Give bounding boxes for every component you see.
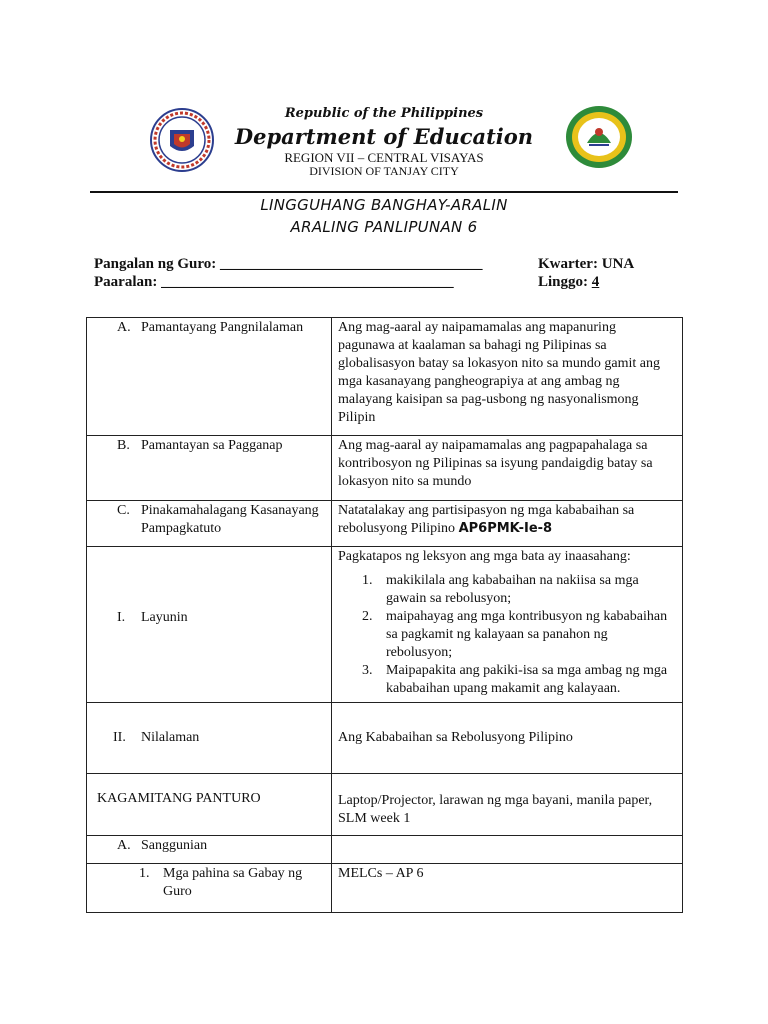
row-label-cell: [87, 318, 332, 436]
division-heading: DIVISION OF TANJAY CITY: [309, 164, 459, 178]
guide-pages-cell: [332, 864, 683, 913]
table-row: [87, 547, 683, 703]
teacher-name-line: [94, 256, 483, 273]
row-marker: B.: [117, 438, 130, 453]
row-label-cell: [87, 501, 332, 547]
materials-cell: [332, 774, 683, 836]
competency-cell: [332, 501, 683, 547]
row-label-cell: [87, 547, 332, 703]
objectives-cell: [332, 547, 683, 703]
republic-heading: Republic of the Philippines: [284, 106, 484, 121]
region-heading: REGION VII – CENTRAL VISAYAS: [284, 150, 484, 165]
table-row: [87, 318, 683, 436]
table-row: [87, 703, 683, 774]
school-blank: _______________________________________: [161, 274, 454, 290]
row-label: Mga pahina sa Gabay ng Guro: [163, 866, 303, 899]
department-heading: Department of Education: [234, 124, 534, 149]
document-title: LINGGUHANG BANGHAY-ARALIN: [260, 196, 508, 214]
table-row: [87, 836, 683, 864]
row-label-cell: [87, 774, 332, 836]
performance-standard-text: Ang mag-aaral ay naipamamalas ang pagpapahalaga sa kontribosyon ng Pilipinas sa isyung pandaigdig batay sa lokasyon nito sa mundo: [338, 438, 653, 489]
row-marker: I.: [117, 609, 126, 625]
competency-code: AP6PMK-Ie-8: [458, 521, 553, 536]
table-row: [87, 774, 683, 836]
lesson-plan-table: [86, 317, 683, 913]
row-label: KAGAMITANG PANTURO: [97, 791, 261, 806]
list-item: 3. Maipapakita ang pakiki-isa sa mga ambag ng mga kababaihan upang makamit ang kalayaan.: [362, 663, 668, 696]
materials-text: Laptop/Projector, larawan ng mga bayani, manila paper, SLM week 1: [338, 793, 653, 826]
row-marker: II.: [113, 730, 126, 745]
table-row: [87, 501, 683, 547]
row-label-cell: [87, 864, 332, 913]
content-standard-text: Ang mag-aaral ay naipamamalas ang mapanuring pagunawa at kaalaman sa bahagi ng Pilipinas sa globalisasyon batay sa lokasyon nito sa mundo gamit ang mga kasanayang pangheograpiya at ang ambag ng malayang kaisipan sa pag-usbong ng nasyonalismong Pilipin: [338, 320, 660, 425]
competency-text: Natatalakay ang partisipasyon ng mga kababaihan sa rebolusyong Pilipino: [338, 503, 635, 536]
objectives-intro: Pagkatapos ng leksyon ang mga bata ay inaasahang:: [338, 549, 631, 564]
teacher-blank: ___________________________________: [220, 256, 483, 272]
school-name-line: [94, 274, 454, 291]
row-marker: A.: [117, 838, 131, 853]
week-value: 4: [591, 274, 600, 290]
performance-standard-cell: [332, 436, 683, 501]
row-label: Pamantayang Pangnilalaman: [141, 320, 304, 335]
content-topic: Ang Kababaihan sa Rebolusyong Pilipino: [338, 729, 573, 745]
row-label-cell: [87, 703, 332, 774]
row-label: Nilalaman: [141, 730, 200, 745]
objectives-list: [338, 572, 676, 698]
content-cell: [332, 703, 683, 774]
week-label: Linggo:: [538, 274, 592, 290]
row-label: Sanggunian: [141, 838, 208, 853]
row-label: Pamantayan sa Pagganap: [141, 438, 283, 453]
row-marker: C.: [117, 503, 130, 518]
row-marker: A.: [117, 320, 131, 335]
list-item: 1. makikilala ang kababaihan na nakiisa sa mga gawain sa rebolusyon;: [362, 573, 639, 606]
content-standard-cell: [332, 318, 683, 436]
teacher-label: Pangalan ng Guro:: [94, 256, 220, 272]
week-line: [538, 274, 599, 291]
row-label: Pinakamahalagang Kasanayang Pampagkatuto: [141, 503, 319, 536]
guide-pages-text: MELCs – AP 6: [338, 866, 424, 881]
school-label: Paaralan:: [94, 274, 162, 290]
table-row: [87, 436, 683, 501]
references-cell: [332, 836, 683, 864]
table-row: [87, 864, 683, 913]
row-label-cell: [87, 436, 332, 501]
quarter-label: Kwarter: UNA: [538, 256, 635, 272]
list-item: 2. maipahayag ang mga kontribusyon ng kababaihan sa pagkamit ng kalayaan sa panahon ng rebolusyon;: [362, 609, 668, 660]
row-label: Layunin: [141, 609, 188, 625]
subject-title: ARALING PANLIPUNAN 6: [290, 218, 478, 236]
header-divider: [90, 191, 678, 193]
row-label-cell: [87, 836, 332, 864]
row-marker: 1.: [139, 866, 150, 881]
